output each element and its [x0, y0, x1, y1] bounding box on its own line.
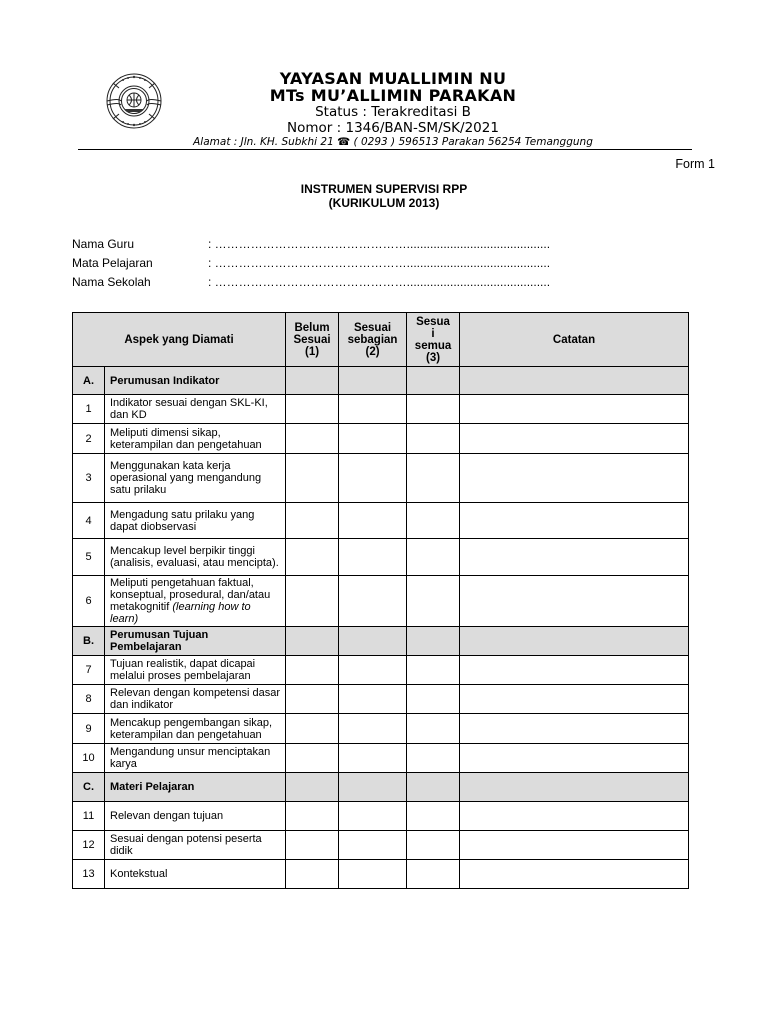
score-cell[interactable] [407, 454, 460, 503]
notes-cell[interactable] [460, 831, 689, 860]
item-number: 3 [73, 454, 105, 503]
item-number: 5 [73, 539, 105, 576]
score-cell [286, 627, 339, 656]
item-number: 11 [73, 802, 105, 831]
score-cell[interactable] [286, 656, 339, 685]
score-cell[interactable] [339, 395, 407, 424]
score-cell[interactable] [407, 831, 460, 860]
notes-cell[interactable] [460, 395, 689, 424]
table-row [73, 744, 689, 773]
table-row [73, 576, 689, 627]
accreditation-number: Nomor : 1346/BAN-SM/SK/2021 [287, 120, 499, 136]
table-row [73, 656, 689, 685]
notes-cell[interactable] [460, 424, 689, 454]
score-cell[interactable] [286, 424, 339, 454]
score-cell [339, 773, 407, 802]
table-row [73, 395, 689, 424]
section-row [73, 773, 689, 802]
header-text: Sesuai [353, 321, 392, 334]
identity-label: Nama Guru [72, 236, 135, 251]
header-text: Belum [294, 321, 330, 334]
table-row [73, 539, 689, 576]
item-number: 8 [73, 685, 105, 714]
section-title: Perumusan Tujuan Pembelajaran [105, 627, 286, 656]
identity-row-subject [72, 253, 550, 272]
section-title: Materi Pelajaran [105, 773, 286, 802]
item-text: Meliputi dimensi sikap, keterampilan dan pengetahuan [105, 424, 286, 454]
table-row [73, 860, 689, 889]
school-name: MTs MU’ALLIMIN PARAKAN [269, 86, 517, 105]
section-row [73, 367, 689, 395]
score-cell [286, 773, 339, 802]
score-cell[interactable] [286, 860, 339, 889]
score-cell[interactable] [407, 539, 460, 576]
item-text: Indikator sesuai dengan SKL-KI, dan KD [105, 395, 286, 424]
notes-cell[interactable] [460, 860, 689, 889]
section-number: B. [73, 627, 105, 656]
header-text: semua [414, 339, 452, 352]
score-cell [286, 367, 339, 395]
header-text: sebagian [347, 333, 398, 346]
section-title: Perumusan Indikator [105, 367, 286, 395]
table-row [73, 424, 689, 454]
notes-cell[interactable] [460, 454, 689, 503]
score-cell[interactable] [407, 424, 460, 454]
notes-cell [460, 367, 689, 395]
identity-row-school [72, 272, 550, 291]
score-cell[interactable] [339, 503, 407, 539]
item-text [105, 576, 286, 627]
item-number: 1 [73, 395, 105, 424]
notes-cell[interactable] [460, 656, 689, 685]
accreditation-status: Status : Terakreditasi B [315, 104, 471, 120]
notes-cell[interactable] [460, 714, 689, 744]
score-cell[interactable] [339, 714, 407, 744]
notes-cell[interactable] [460, 744, 689, 773]
identity-label: Mata Pelajaran [72, 255, 153, 270]
table-header-row [73, 313, 689, 367]
score-cell[interactable] [286, 395, 339, 424]
table-row [73, 503, 689, 539]
header-aspect: Aspek yang Diamati [73, 313, 286, 367]
item-text-italic: (learning how to learn) [110, 601, 251, 625]
score-cell[interactable] [339, 860, 407, 889]
identity-fields [72, 234, 550, 291]
table-row [73, 685, 689, 714]
title-line-1: INSTRUMEN SUPERVISI RPP [300, 182, 468, 196]
score-cell [407, 367, 460, 395]
score-cell[interactable] [286, 539, 339, 576]
score-cell[interactable] [339, 454, 407, 503]
table-row [73, 454, 689, 503]
section-number: C. [73, 773, 105, 802]
item-number: 2 [73, 424, 105, 454]
item-text-main: Meliputi pengetahuan faktual, konseptual, prosedural, dan/atau metakognitif [110, 577, 271, 613]
item-text: Sesuai dengan potensi peserta didik [105, 831, 286, 860]
score-cell[interactable] [407, 656, 460, 685]
header-notes: Catatan [460, 313, 689, 367]
item-number: 4 [73, 503, 105, 539]
notes-cell[interactable] [460, 576, 689, 627]
item-text: Relevan dengan kompetensi dasar dan indikator [105, 685, 286, 714]
score-cell[interactable] [339, 576, 407, 627]
item-number: 13 [73, 860, 105, 889]
score-cell [339, 627, 407, 656]
section-number: A. [73, 367, 105, 395]
item-text: Tujuan realistik, dapat dicapai melalui proses pembelajaran [105, 656, 286, 685]
item-number: 9 [73, 714, 105, 744]
score-cell[interactable] [407, 744, 460, 773]
identity-row-teacher [72, 234, 550, 253]
item-number: 6 [73, 576, 105, 627]
score-cell[interactable] [286, 831, 339, 860]
table-row [73, 831, 689, 860]
identity-fill-line[interactable]: : …………………………………………........................................... [208, 255, 551, 270]
item-text: Mencakup level berpikir tinggi (analisis, evaluasi, atau mencipta). [105, 539, 286, 576]
item-number: 10 [73, 744, 105, 773]
score-cell[interactable] [339, 802, 407, 831]
header-text: Sesuai [293, 333, 331, 346]
notes-cell [460, 773, 689, 802]
item-text: Mengadung satu prilaku yang dapat diobservasi [105, 503, 286, 539]
header-partial [339, 313, 407, 367]
score-cell[interactable] [407, 860, 460, 889]
table-row [73, 714, 689, 744]
score-cell[interactable] [407, 685, 460, 714]
header-text: Sesua [416, 315, 450, 328]
notes-cell [460, 627, 689, 656]
header-text: (1) [304, 345, 320, 358]
score-cell[interactable] [407, 802, 460, 831]
foundation-name: YAYASAN MUALLIMIN NU [279, 69, 507, 88]
identity-label: Nama Sekolah [72, 274, 151, 289]
item-number: 12 [73, 831, 105, 860]
score-cell[interactable] [339, 656, 407, 685]
score-cell[interactable] [286, 714, 339, 744]
score-cell[interactable] [407, 714, 460, 744]
letterhead [170, 70, 616, 149]
identity-fill-line[interactable]: : …………………………………………........................................... [208, 274, 551, 289]
item-text: Kontekstual [105, 860, 286, 889]
header-text: (3) [425, 351, 441, 364]
score-cell [407, 627, 460, 656]
supervision-table [72, 312, 689, 889]
letterhead-divider [78, 149, 692, 150]
score-cell[interactable] [286, 503, 339, 539]
score-cell[interactable] [286, 576, 339, 627]
notes-cell[interactable] [460, 503, 689, 539]
document-title [0, 182, 768, 210]
form-number: Form 1 [675, 157, 715, 171]
score-cell[interactable] [407, 503, 460, 539]
score-cell[interactable] [339, 831, 407, 860]
score-cell[interactable] [286, 454, 339, 503]
score-cell[interactable] [407, 395, 460, 424]
item-text: Mencakup pengembangan sikap, keterampilan dan pengetahuan [105, 714, 286, 744]
item-text: Mengandung unsur menciptakan karya [105, 744, 286, 773]
score-cell[interactable] [286, 802, 339, 831]
table-row [73, 802, 689, 831]
header-text: (2) [365, 345, 380, 358]
school-seal-logo [99, 71, 169, 131]
item-text: Menggunakan kata kerja operasional yang mengandung satu prilaku [105, 454, 286, 503]
section-row [73, 627, 689, 656]
item-text: Relevan dengan tujuan [105, 802, 286, 831]
score-cell [339, 367, 407, 395]
score-cell[interactable] [339, 685, 407, 714]
score-cell[interactable] [339, 744, 407, 773]
score-cell[interactable] [339, 539, 407, 576]
item-number: 7 [73, 656, 105, 685]
title-line-2: (KURIKULUM 2013) [328, 196, 440, 210]
score-cell[interactable] [407, 576, 460, 627]
header-text: i [431, 327, 435, 340]
score-cell[interactable] [339, 424, 407, 454]
notes-cell[interactable] [460, 685, 689, 714]
header-all [407, 313, 460, 367]
header-not-yet [286, 313, 339, 367]
school-address: Alamat : Jln. KH. Subkhi 21 ☎ ( 0293 ) 596513 Parakan 56254 Temanggung [193, 136, 593, 148]
score-cell[interactable] [286, 685, 339, 714]
score-cell [407, 773, 460, 802]
notes-cell[interactable] [460, 539, 689, 576]
notes-cell[interactable] [460, 802, 689, 831]
identity-fill-line[interactable]: : …………………………………………........................................... [208, 236, 551, 251]
score-cell[interactable] [286, 744, 339, 773]
